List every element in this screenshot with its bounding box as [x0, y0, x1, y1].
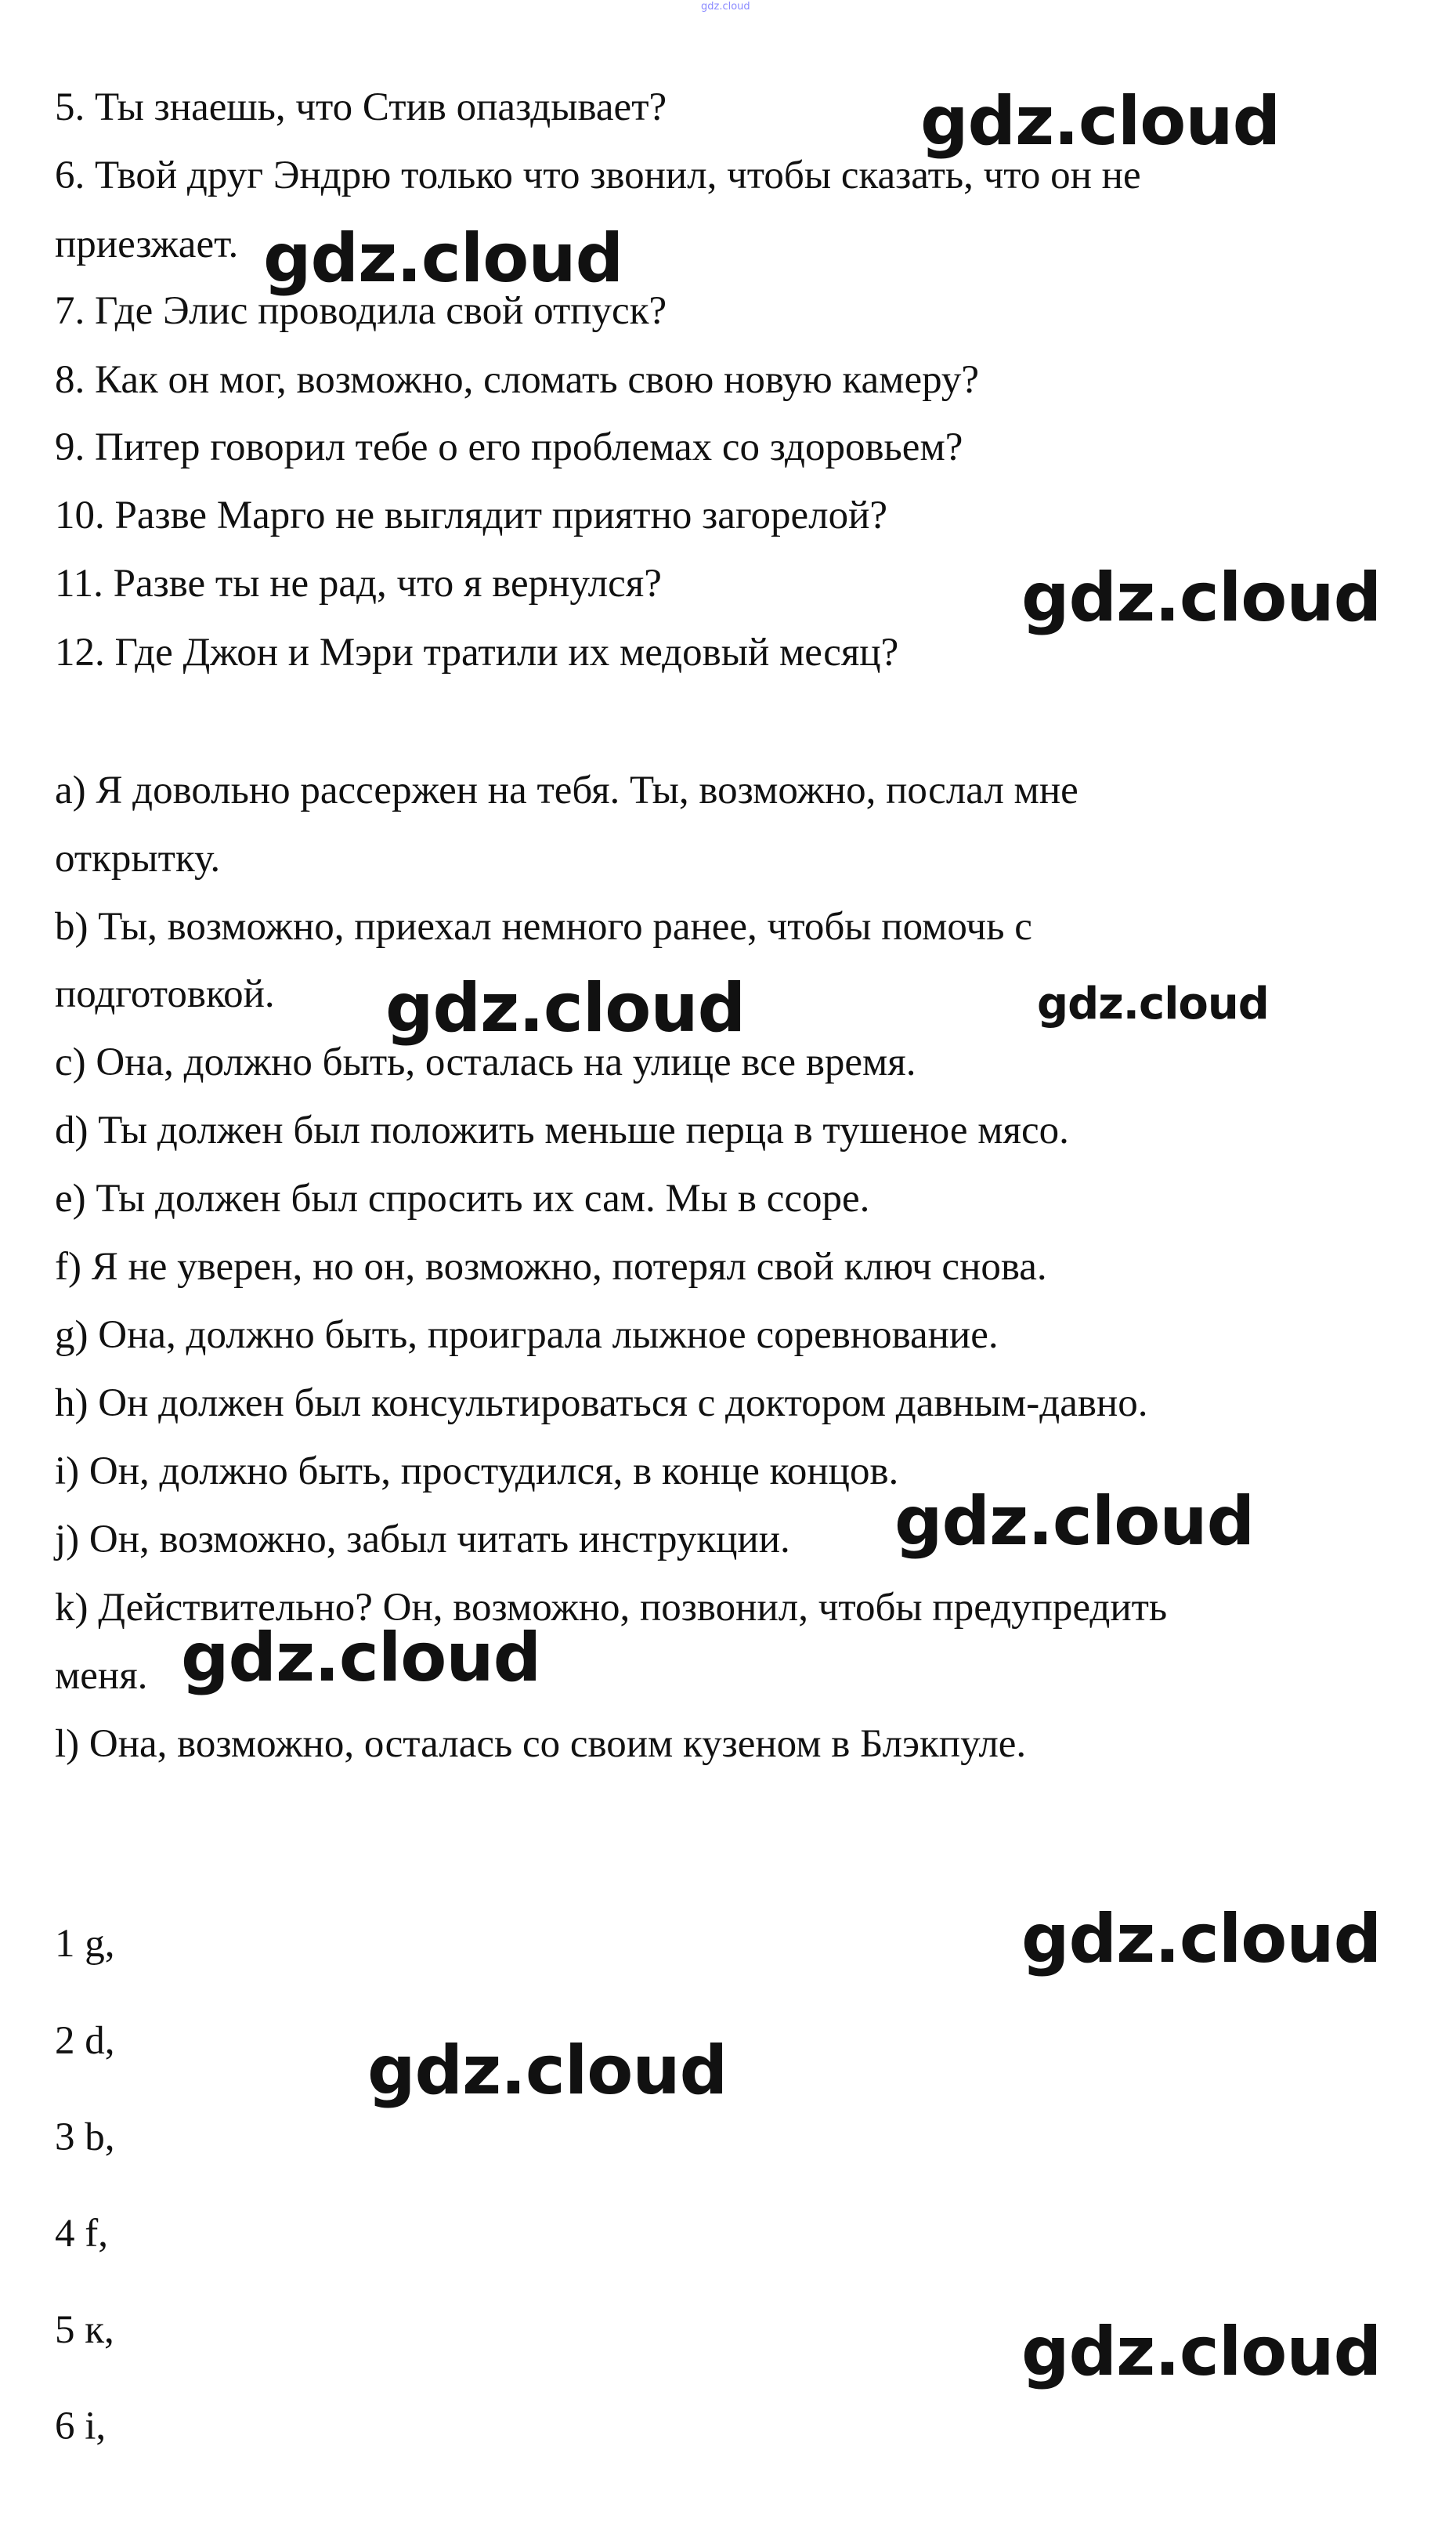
answer-line: 2 d,: [55, 2019, 115, 2063]
question-line: 11. Разве ты не рад, что я вернулся?: [55, 562, 662, 606]
question-line: 7. Где Элис проводила свой отпуск?: [55, 289, 667, 333]
question-line: приезжает.: [55, 223, 239, 266]
watermark: gdz.cloud: [1037, 979, 1269, 1029]
question-line: 10. Разве Марго не выглядит приятно загорелой?: [55, 494, 888, 537]
question-line: 6. Твой друг Эндрю только что звонил, чтобы сказать, что он не: [55, 154, 1141, 197]
watermark: gdz.cloud: [263, 219, 623, 298]
question-line: 9. Питер говорил тебе о его проблемах со здоровьем?: [55, 425, 963, 469]
watermark: gdz.cloud: [385, 969, 746, 1048]
watermark: gdz.cloud: [894, 1482, 1255, 1561]
option-line: h) Он должен был консультироваться с доктором давным-давно.: [55, 1381, 1148, 1425]
watermark: gdz.cloud: [1021, 1900, 1382, 1978]
option-line: b) Ты, возможно, приехал немного ранее, чтобы помочь с: [55, 905, 1032, 949]
option-line: k) Действительно? Он, возможно, позвонил, чтобы предупредить: [55, 1586, 1168, 1630]
watermark: gdz.cloud: [367, 2032, 728, 2110]
answer-line: 6 i,: [55, 2404, 107, 2448]
option-line: c) Она, должно быть, осталась на улице все время.: [55, 1040, 916, 1084]
option-line: j) Он, возможно, забыл читать инструкции.: [55, 1518, 790, 1561]
option-line: g) Она, должно быть, проиграла лыжное соревнование.: [55, 1313, 999, 1357]
option-line: открытку.: [55, 837, 221, 881]
answer-line: 5 к,: [55, 2308, 114, 2352]
option-line: d) Ты должен был положить меньше перца в тушеное мясо.: [55, 1109, 1069, 1152]
question-line: 8. Как он мог, возможно, сломать свою новую камеру?: [55, 358, 980, 402]
answer-line: 3 b,: [55, 2115, 115, 2159]
watermark: gdz.cloud: [1021, 2313, 1382, 2391]
header-watermark: gdz.cloud: [701, 1, 750, 13]
answer-line: 4 f,: [55, 2212, 108, 2256]
question-line: 12. Где Джон и Мэри тратили их медовый месяц?: [55, 631, 899, 675]
question-line: 5. Ты знаешь, что Стив опаздывает?: [55, 85, 667, 129]
option-line: подготовкой.: [55, 972, 275, 1016]
watermark: gdz.cloud: [181, 1619, 541, 1697]
watermark: gdz.cloud: [920, 82, 1281, 161]
option-line: a) Я довольно рассержен на тебя. Ты, возможно, послал мне: [55, 769, 1078, 812]
option-line: i) Он, должно быть, простудился, в конце концов.: [55, 1449, 899, 1493]
watermark: gdz.cloud: [1021, 559, 1382, 637]
option-line: меня.: [55, 1654, 148, 1698]
answer-line: 1 g,: [55, 1922, 115, 1966]
option-line: l) Она, возможно, осталась со своим кузеном в Блэкпуле.: [55, 1722, 1027, 1766]
option-line: f) Я не уверен, но он, возможно, потерял свой ключ снова.: [55, 1245, 1047, 1289]
option-line: e) Ты должен был спросить их сам. Мы в ссоре.: [55, 1177, 870, 1221]
